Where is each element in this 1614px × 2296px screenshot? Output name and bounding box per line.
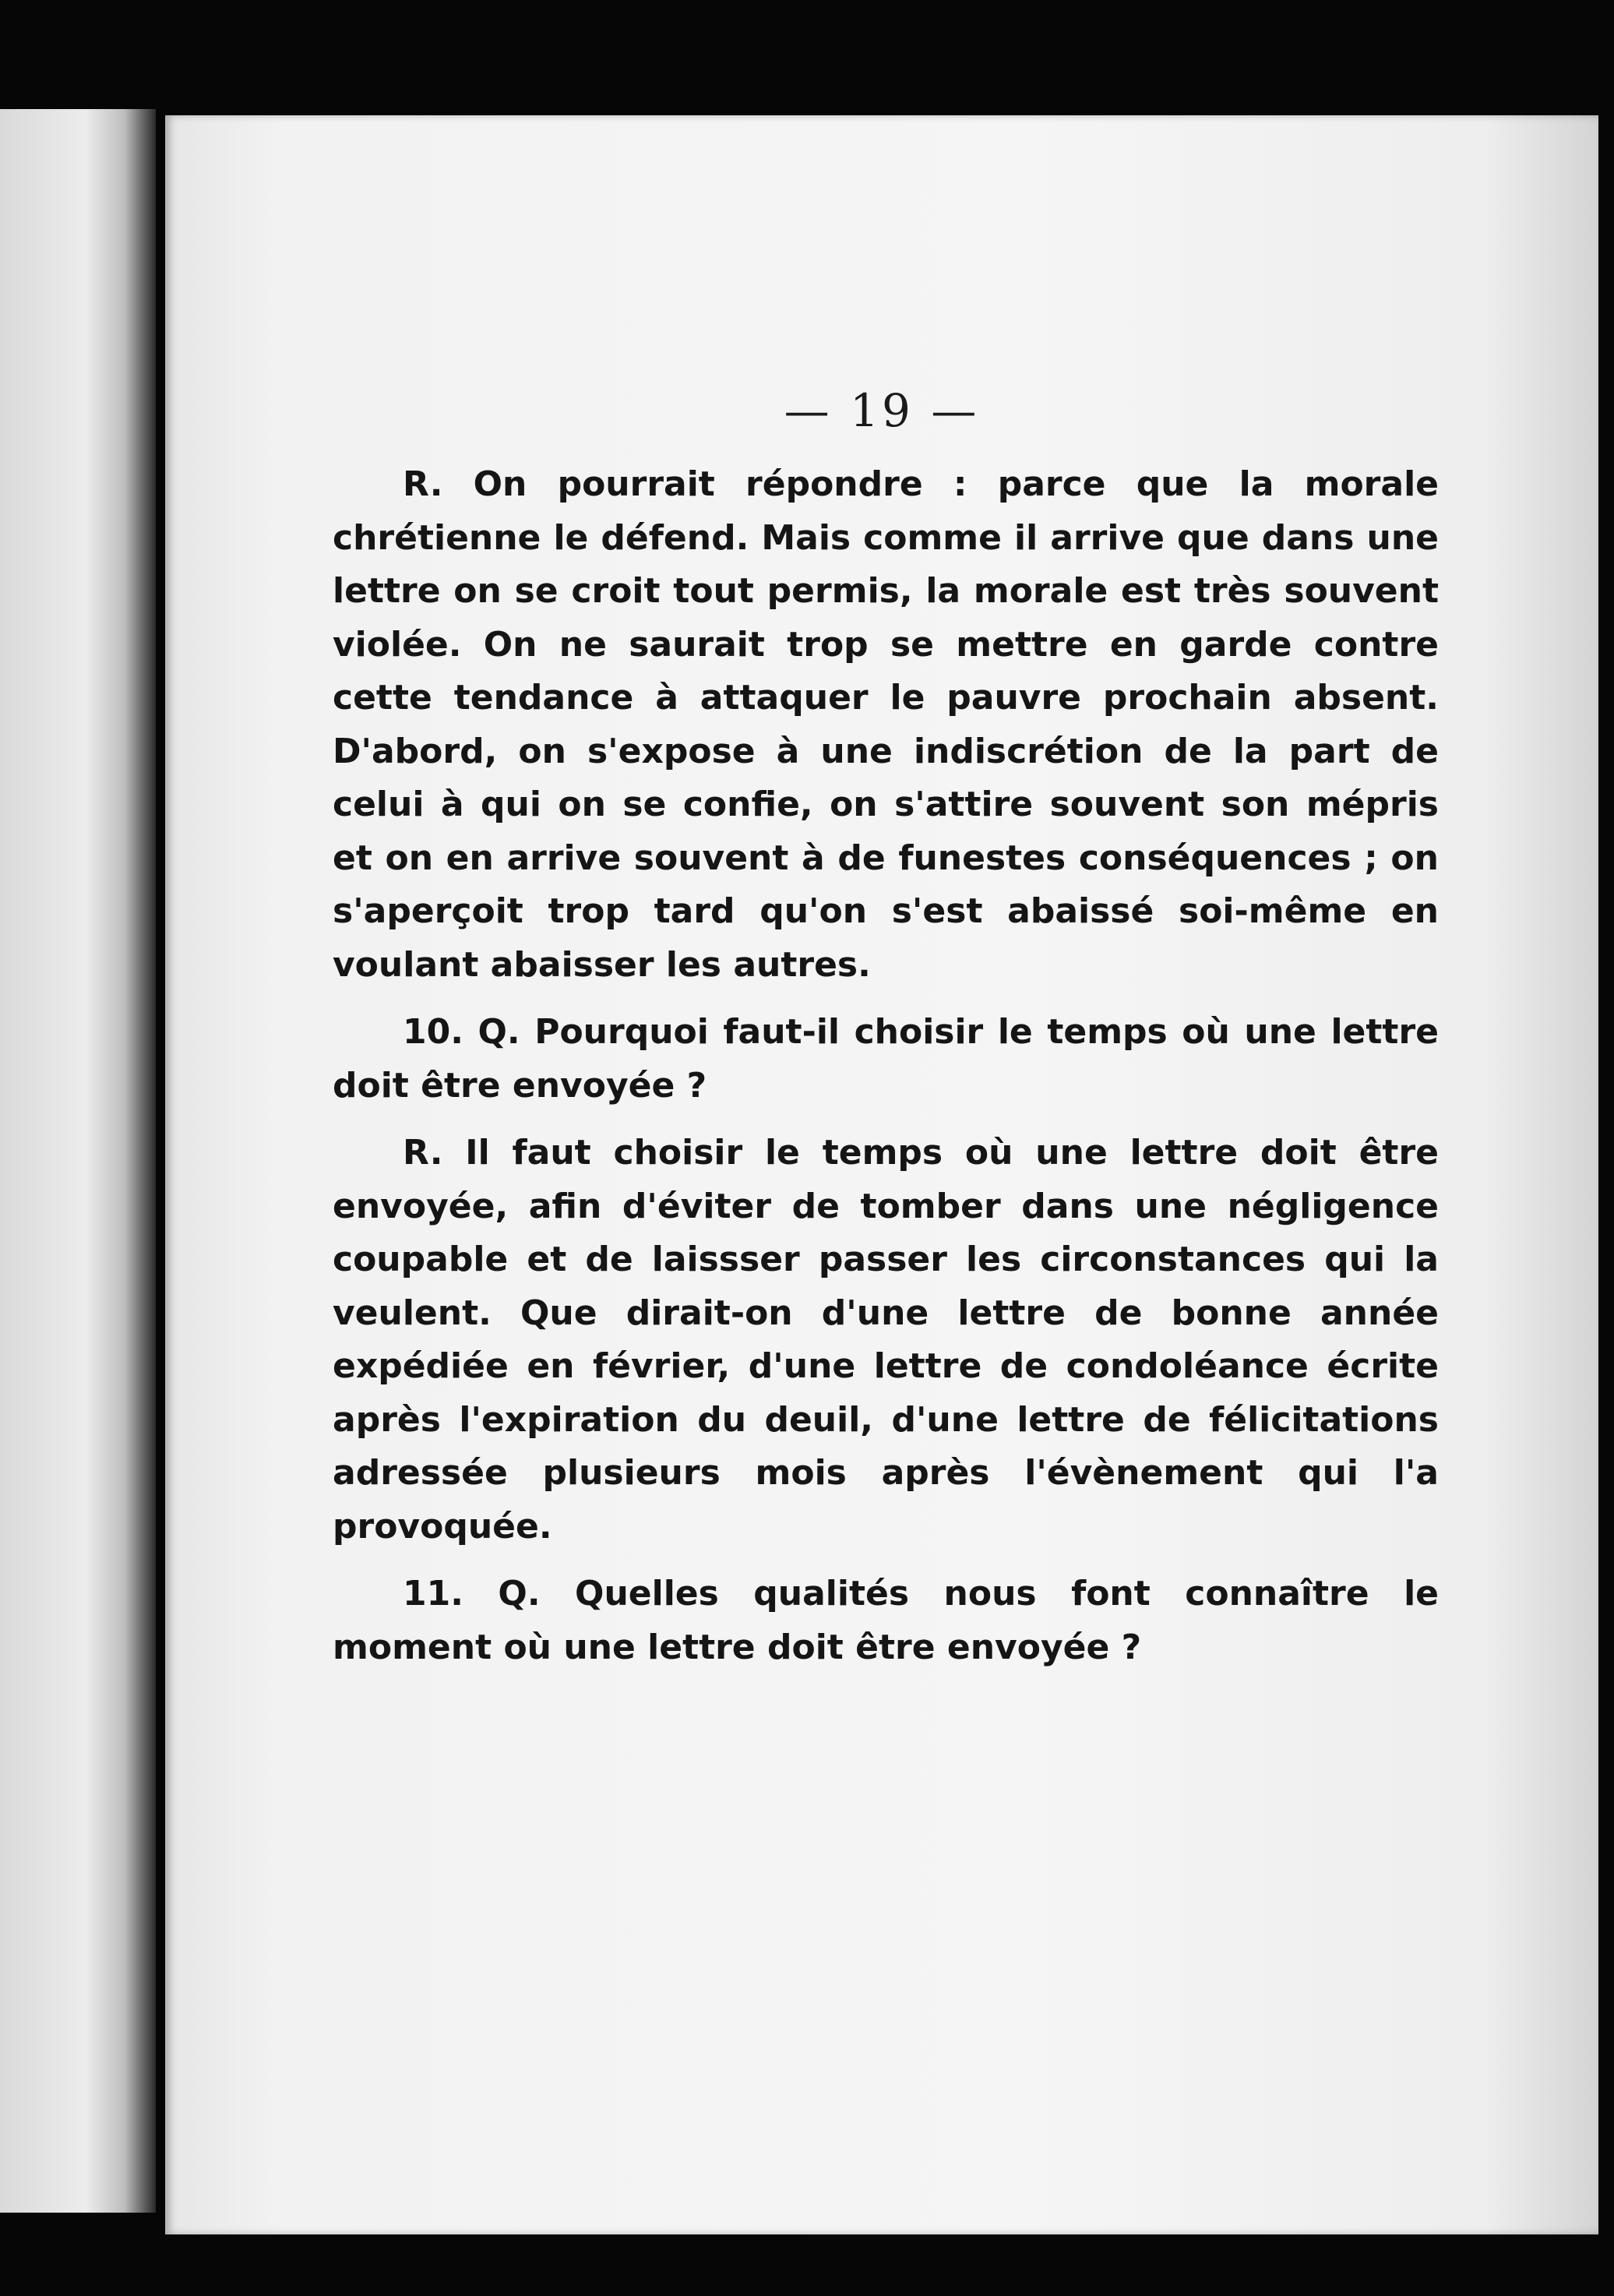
page-number: — 19 — xyxy=(784,384,980,437)
question-paragraph: 11. Q. Quelles qualités nous font connaître le moment où une lettre doit être envoyée ? xyxy=(333,1574,1439,1667)
answer-paragraph: R. Il faut choisir le temps où une lettre doit être envoyée, afin d'éviter de tomber dans une négligence coupable et de laissser passer les circonstances qui la veulent. Que dirait-on d'une lettre de bonne année expédiée en février, d'une lettre de condoléance écrite après l'expiration du deuil, d'une lettre de félicitations adressée plusieurs mois après l'évènement qui l'a provoquée. xyxy=(333,1133,1439,1547)
page-text xyxy=(333,458,1439,1674)
answer-paragraph: R. On pourrait répondre : parce que la morale chrétienne le défend. Mais comme il arrive que dans une lettre on se croit tout permis, la morale est très souvent violée. On ne saurait trop se mettre en garde contre cette tendance à attaquer le pauvre prochain absent. D'abord, on s'expose à une indiscrétion de la part de celui à qui on se confie, on s'attire souvent son mépris et on en arrive souvent à de funestes conséquences ; on s'aperçoit trop tard qu'on s'est abaissé soi-même en voulant abaisser les autres. xyxy=(333,464,1439,985)
book-page xyxy=(165,115,1598,2234)
left-page-edge xyxy=(0,109,156,2213)
question-paragraph: 10. Q. Pourquoi faut-il choisir le temps où une lettre doit être envoyée ? xyxy=(333,1012,1439,1106)
